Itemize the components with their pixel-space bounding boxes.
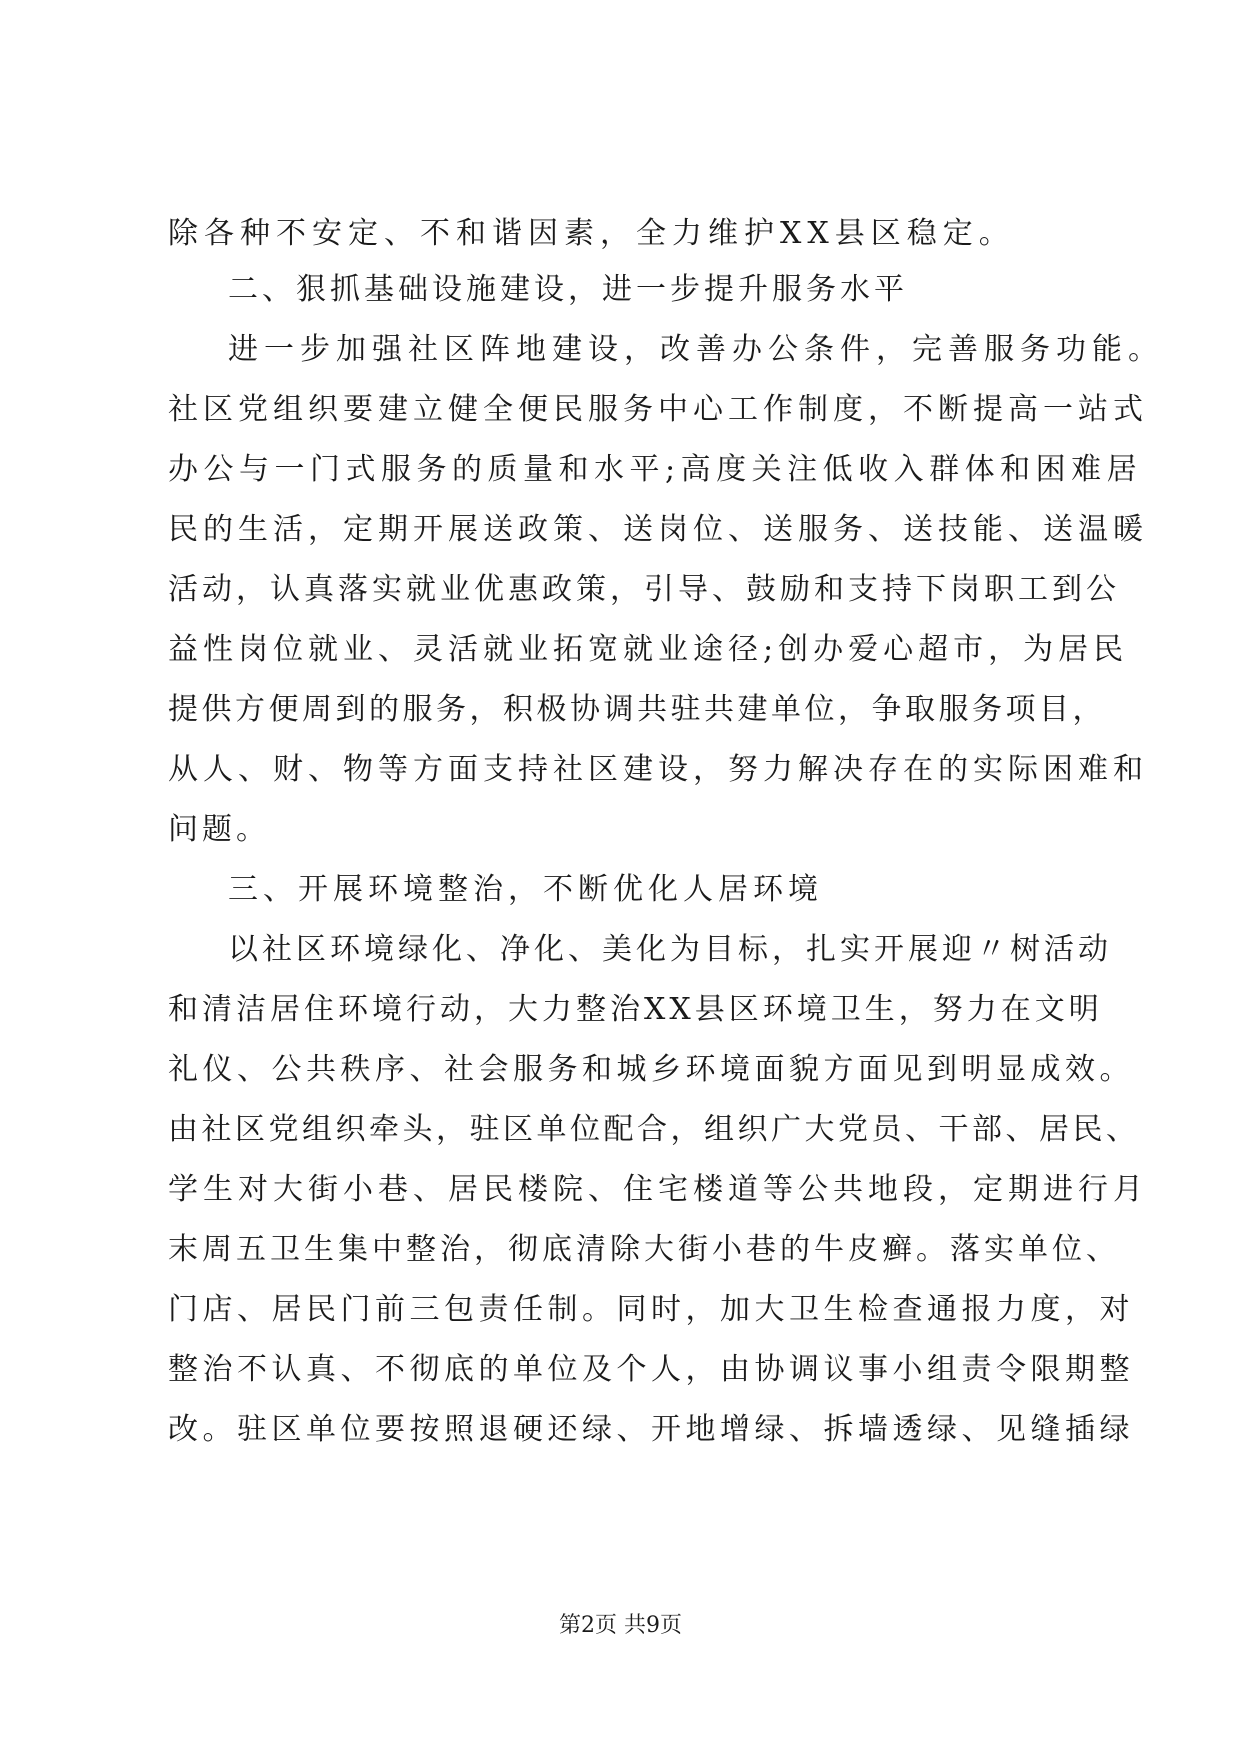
paragraph-line: 改。驻区单位要按照退硬还绿、开地增绿、拆墙透绿、见缝插绿 <box>168 1412 1134 1447</box>
paragraph-line: 益性岗位就业、灵活就业拓宽就业途径;创办爱心超市，为居民 <box>168 632 1129 667</box>
section-heading-3: 三、开展环境整治，不断优化人居环境 <box>228 872 823 907</box>
paragraph-line: 礼仪、公共秩序、社会服务和城乡环境面貌方面见到明显成效。 <box>168 1052 1134 1087</box>
paragraph-line: 整治不认真、不彻底的单位及个人，由协调议事小组责令限期整 <box>168 1352 1134 1387</box>
paragraph-line: 提供方便周到的服务，积极协调共驻共建单位，争取服务项目， <box>168 692 1106 727</box>
page-number-footer: 第2页 共9页 <box>559 1613 682 1638</box>
paragraph-line: 进一步加强社区阵地建设，改善办公条件，完善服务功能。 <box>228 332 1164 367</box>
paragraph-line: 活动，认真落实就业优惠政策，引导、鼓励和支持下岗职工到公 <box>168 572 1120 607</box>
paragraph-line: 除各种不安定、不和谐因素，全力维护XX县区稳定。 <box>168 216 1015 251</box>
paragraph-line: 民的生活，定期开展送政策、送岗位、送服务、送技能、送温暖 <box>168 512 1148 547</box>
paragraph-line: 从人、财、物等方面支持社区建设，努力解决存在的实际困难和 <box>168 752 1148 787</box>
paragraph-line: 由社区党组织牵头，驻区单位配合，组织广大党员、干部、居民、 <box>168 1112 1140 1147</box>
paragraph-line: 门店、居民门前三包责任制。同时，加大卫生检查通报力度，对 <box>168 1292 1134 1327</box>
paragraph-line: 学生对大街小巷、居民楼院、住宅楼道等公共地段，定期进行月 <box>168 1172 1148 1207</box>
paragraph-line: 末周五卫生集中整治，彻底清除大街小巷的牛皮癣。落实单位、 <box>168 1232 1120 1267</box>
paragraph-line: 以社区环境绿化、净化、美化为目标，扎实开展迎〃树活动 <box>228 932 1112 967</box>
paragraph-line: 问题。 <box>168 812 270 847</box>
section-heading-2: 二、狠抓基础设施建设，进一步提升服务水平 <box>228 272 908 307</box>
paragraph-line: 和清洁居住环境行动，大力整治XX县区环境卫生，努力在文明 <box>168 992 1103 1027</box>
paragraph-line: 办公与一门式服务的质量和水平;高度关注低收入群体和困难居 <box>168 452 1143 487</box>
paragraph-line: 社区党组织要建立健全便民服务中心工作制度，不断提高一站式 <box>168 392 1148 427</box>
